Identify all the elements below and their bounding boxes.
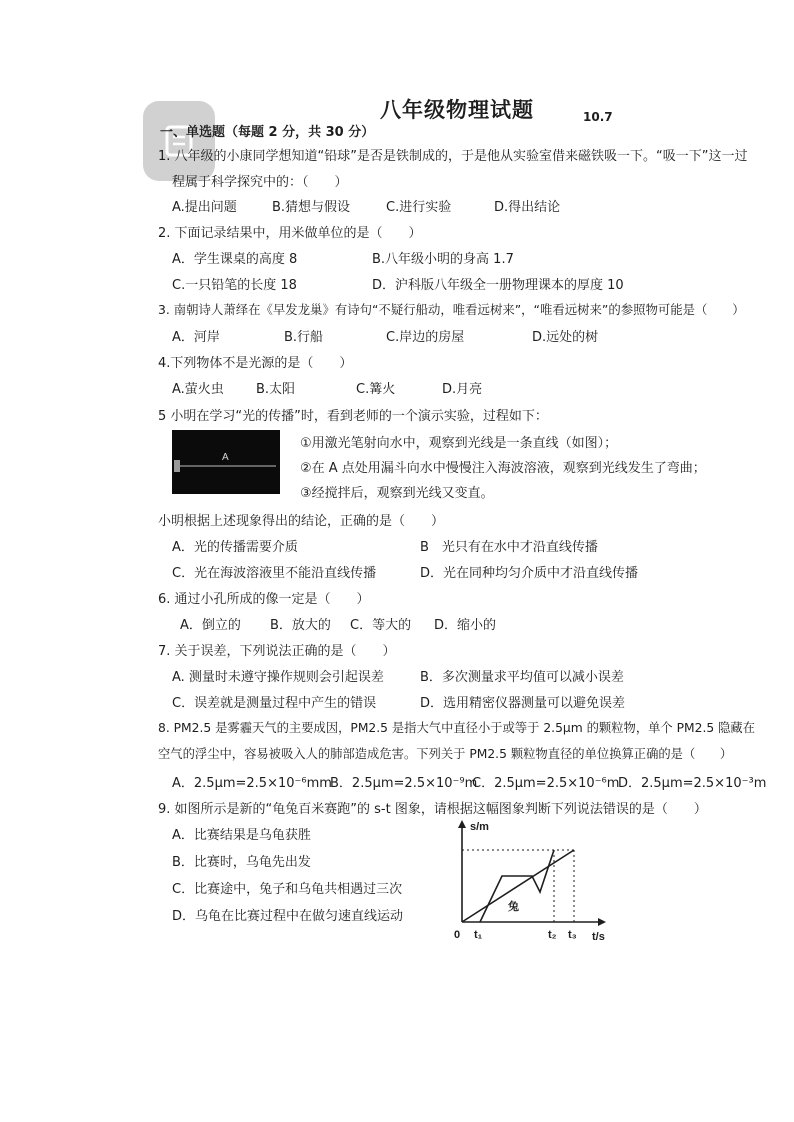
q1-option-d: D.得出结论	[494, 200, 561, 215]
graph-tick-t2: t₂	[548, 929, 557, 941]
section-heading: 一、单选题（每题 2 分，共 30 分）	[160, 125, 375, 140]
graph-y-label: s/m	[470, 821, 489, 833]
graph-x-label: t/s	[592, 931, 605, 943]
exam-date: 10.7	[583, 110, 613, 124]
q8-option-a: A．2.5μm=2.5×10⁻⁶mm	[172, 776, 332, 791]
q2-option-a: A．学生课桌的高度 8	[172, 252, 298, 267]
q9-stem: 9. 如图所示是新的“龟兔百米赛跑”的 s-t 图象，请根据这幅图象判断下列说法错误的是（ ）	[158, 802, 707, 817]
q5-step-1: ①用激光笔射向水中，观察到光线是一条直线（如图）；	[300, 436, 618, 451]
q6-option-c: C．等大的	[350, 618, 412, 633]
q3-option-a: A．河岸	[172, 330, 220, 345]
q6-option-a: A．倒立的	[180, 618, 241, 633]
q4-option-b: B.太阳	[256, 382, 296, 397]
q4-option-a: A.萤火虫	[172, 382, 224, 397]
page-icon[interactable]	[143, 101, 215, 181]
q7-stem: 7. 关于误差，下列说法正确的是（ ）	[158, 644, 396, 659]
q1-stem-line1: 1. 八年级的小康同学想知道“铅球”是否是铁制成的，于是他从实验室借来磁铁吸一下。“吸一下”这一过	[158, 149, 748, 164]
q8-stem-line2: 空气的浮尘中，容易被吸入人的肺部造成危害。下列关于 PM2.5 颗粒物直径的单位换算正确的是（ ）	[158, 747, 733, 761]
q5-option-c: C．光在海波溶液里不能沿直线传播	[172, 566, 377, 581]
q1-option-a: A.提出问题	[172, 200, 237, 215]
graph-tick-t3: t₃	[568, 929, 577, 941]
q3-option-d: D.远处的树	[532, 330, 599, 345]
q5-option-d: D．光在同种均匀介质中才沿直线传播	[420, 566, 639, 581]
q7-option-a: A. 测量时未遵守操作规则会引起误差	[172, 670, 384, 685]
q9-option-d: D．乌龟在比赛过程中在做匀速直线运动	[172, 909, 404, 924]
q1-option-c: C.进行实验	[386, 200, 452, 215]
page-title: 八年级物理试题	[380, 98, 534, 122]
q5-stem: 5 小明在学习“光的传播”时，看到老师的一个演示实验，过程如下：	[158, 409, 548, 424]
laser-experiment-photo	[172, 430, 280, 494]
q7-option-b: B．多次测量求平均值可以减小误差	[420, 670, 624, 685]
q8-option-c: C．2.5μm=2.5×10⁻⁶m	[472, 776, 620, 791]
q3-option-b: B.行船	[284, 330, 324, 345]
q1-stem-line2: 程属于科学探究中的：（ ）	[172, 175, 348, 190]
q9-option-b: B．比赛时，乌龟先出发	[172, 855, 311, 870]
q7-option-d: D．选用精密仪器测量可以避免误差	[420, 696, 626, 711]
graph-origin-label: 0	[454, 929, 461, 941]
q8-option-b: B．2.5μm=2.5×10⁻⁹m	[330, 776, 478, 791]
q2-option-c: C.一只铅笔的长度 18	[172, 278, 297, 293]
q8-stem-line1: 8. PM2.5 是雾霾天气的主要成因，PM2.5 是指大气中直径小于或等于 2.5μm 的颗粒物，单个 PM2.5 隐藏在	[158, 721, 755, 735]
q6-option-d: D．缩小的	[434, 618, 497, 633]
q5-step-2: ②在 A 点处用漏斗向水中慢慢注入海波溶液，观察到光线发生了弯曲；	[300, 461, 706, 476]
q4-stem: 4.下列物体不是光源的是（ ）	[158, 356, 353, 371]
q3-option-c: C.岸边的房屋	[386, 330, 465, 345]
q5-option-b: B 光只有在水中才沿直线传播	[420, 540, 598, 555]
q2-stem: 2. 下面记录结果中，用米做单位的是（ ）	[158, 226, 422, 241]
q4-option-d: D.月亮	[442, 382, 483, 397]
s-t-graph	[440, 818, 630, 948]
q9-option-a: A．比赛结果是乌龟获胜	[172, 828, 311, 843]
q9-option-c: C．比赛途中，兔子和乌龟共相遇过三次	[172, 882, 403, 897]
q6-option-b: B．放大的	[270, 618, 331, 633]
graph-rabbit-label: 兔	[508, 900, 519, 913]
q7-option-c: C．误差就是测量过程中产生的错误	[172, 696, 377, 711]
q3-stem: 3. 南朝诗人萧绎在《早发龙巢》有诗句“不疑行船动，唯看远树来”，“唯看远树来”的参照物可能是（ ）	[158, 302, 745, 317]
q5-step-3: ③经搅拌后，观察到光线又变直。	[300, 486, 494, 501]
photo-point-label: A	[222, 452, 229, 463]
x-axis-arrow-icon	[598, 918, 606, 926]
q4-option-c: C.篝火	[356, 382, 396, 397]
q2-option-d: D．沪科版八年级全一册物理课本的厚度 10	[372, 278, 624, 293]
graph-tick-t1: t₁	[474, 929, 483, 941]
q6-stem: 6. 通过小孔所成的像一定是（ ）	[158, 592, 370, 607]
y-axis-arrow-icon	[458, 820, 466, 828]
q5-option-a: A．光的传播需要介质	[172, 540, 298, 555]
q2-option-b: B.八年级小明的身高 1.7	[372, 252, 514, 267]
q8-option-d: D．2.5μm=2.5×10⁻³m	[618, 776, 767, 791]
q1-option-b: B.猜想与假设	[272, 200, 351, 215]
q5-question: 小明根据上述现象得出的结论，正确的是（ ）	[158, 514, 445, 529]
